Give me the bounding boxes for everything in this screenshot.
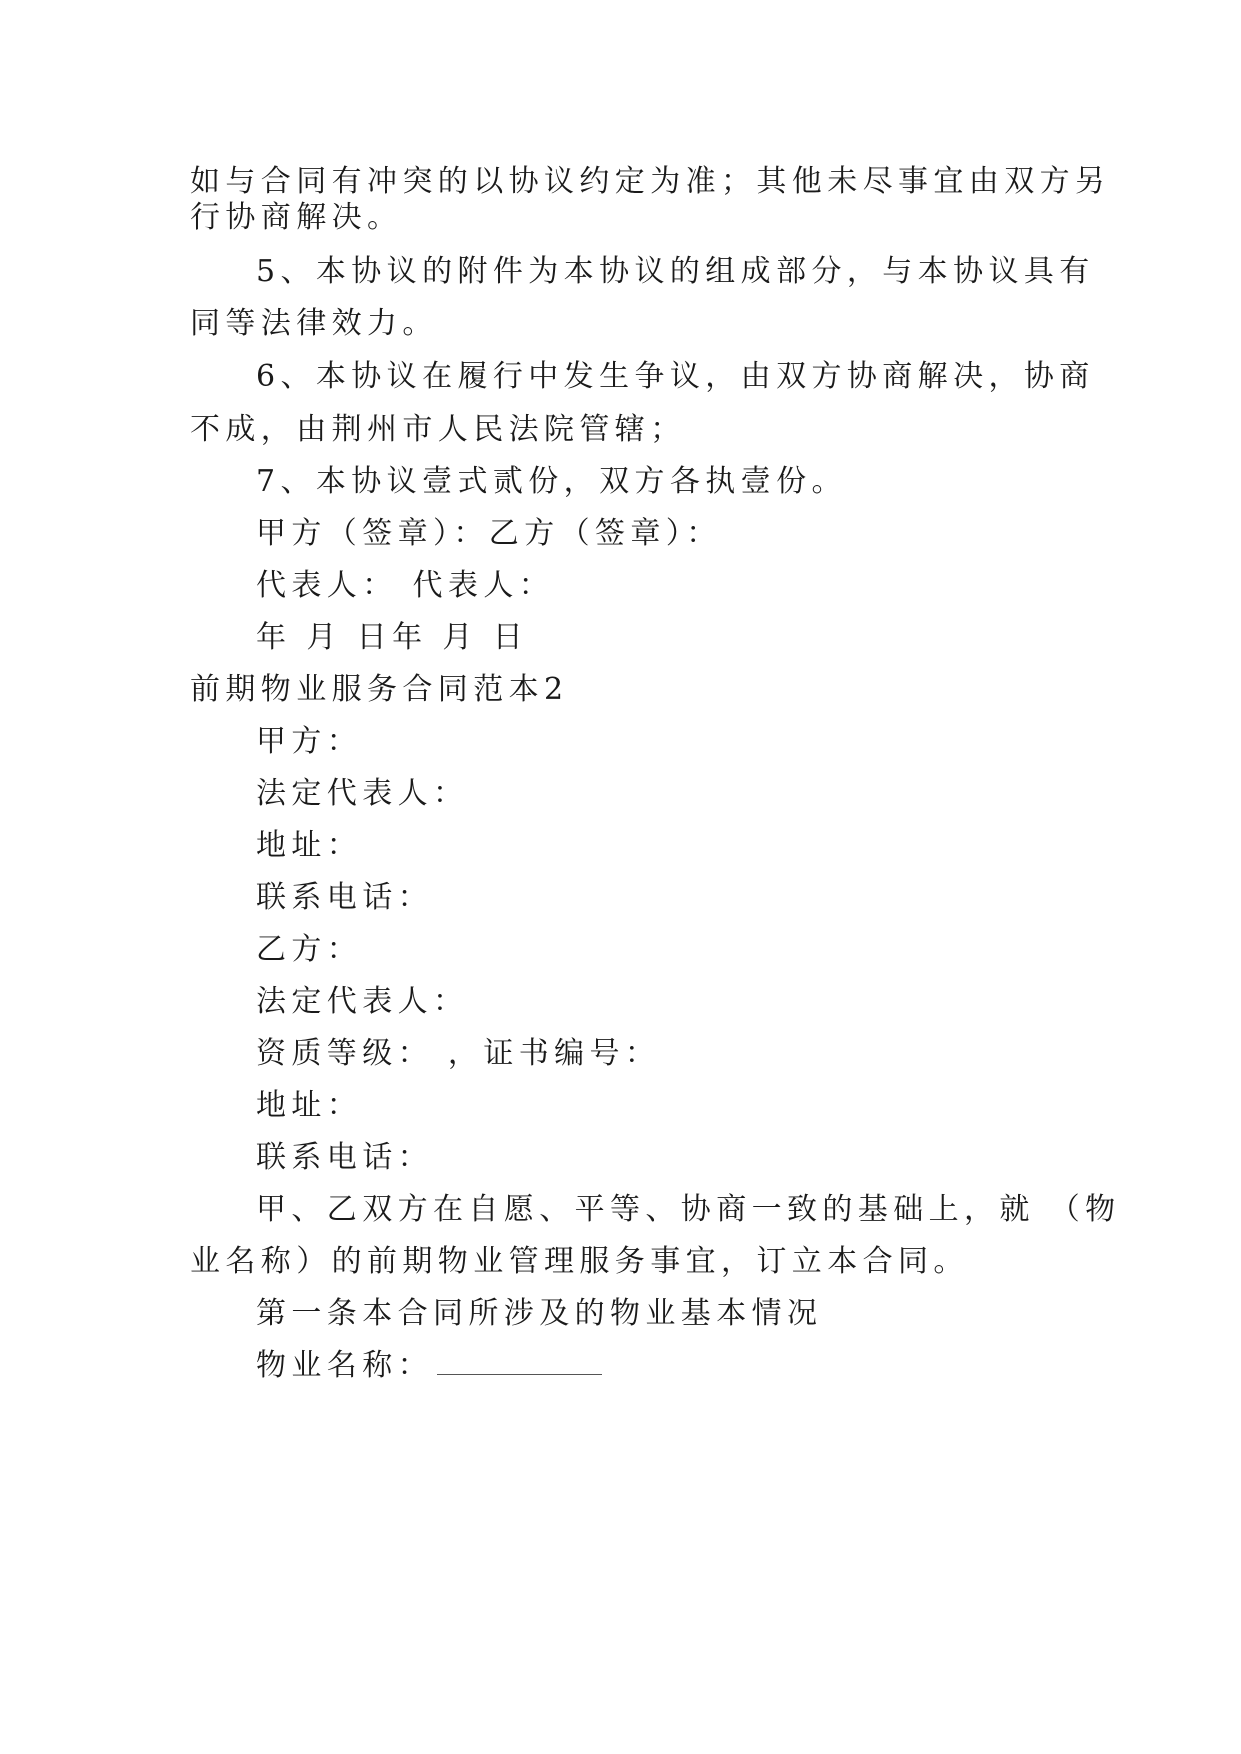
article-1-heading: 第一条本合同所涉及的物业基本情况 <box>256 1296 823 1331</box>
section-title: 前期物业服务合同范本2 <box>190 672 569 707</box>
paragraph-line: 业名称）的前期物业管理服务事宜，订立本合同。 <box>190 1244 969 1279</box>
paragraph-line: 同等法律效力。 <box>190 306 438 341</box>
phone-label: 联系电话： <box>256 1140 433 1175</box>
property-name-label: 物业名称： <box>256 1348 433 1383</box>
address-label: 地址： <box>256 1088 363 1123</box>
phone-label: 联系电话： <box>256 880 433 915</box>
qualification-line: 资质等级： ，证书编号： <box>256 1036 661 1071</box>
representative-line: 代表人： 代表人： <box>256 568 555 603</box>
legal-rep-label: 法定代表人： <box>256 776 469 811</box>
paragraph-line: 如与合同有冲突的以协议约定为准；其他未尽事宜由双方另 <box>190 164 1111 199</box>
signature-line: 甲方（签章）：乙方（签章）： <box>256 516 722 551</box>
paragraph-line: 不成，由荆州市人民法院管辖； <box>190 412 686 447</box>
party-a-label: 甲方： <box>256 724 363 759</box>
party-b-label: 乙方： <box>256 932 363 967</box>
clause-7-line: 7、本协议壹式贰份，双方各执壹份。 <box>256 464 847 499</box>
property-name-blank <box>437 1348 602 1375</box>
legal-rep-label: 法定代表人： <box>256 984 469 1019</box>
clause-6-line: 6、本协议在履行中发生争议，由双方协商解决，协商 <box>256 359 1095 394</box>
paragraph-line: 行协商解决。 <box>190 200 403 235</box>
property-name-row <box>256 1346 1136 1386</box>
date-line: 年 月 日年 月 日 <box>256 620 529 655</box>
address-label: 地址： <box>256 828 363 863</box>
clause-5-line: 5、本协议的附件为本协议的组成部分，与本协议具有 <box>256 254 1095 289</box>
agreement-intro-line: 甲、乙双方在自愿、平等、协商一致的基础上，就 （物 <box>256 1192 1121 1227</box>
